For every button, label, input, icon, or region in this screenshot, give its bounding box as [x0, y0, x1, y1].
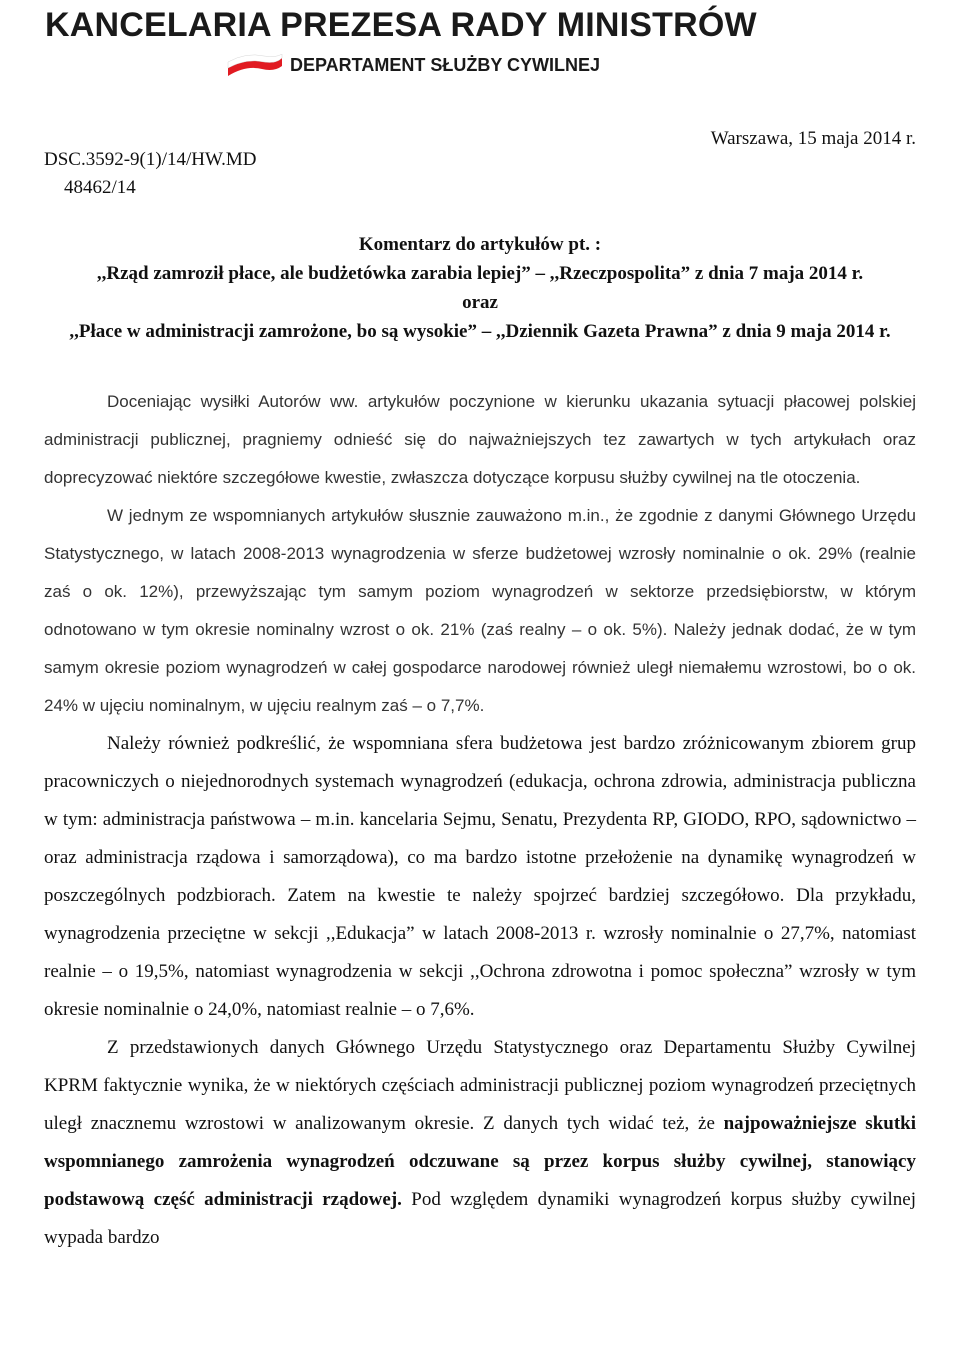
- paragraph-4-start: Z przedstawionych danych Głównego Urzędu Statystycznego oraz Departamentu Służby Cywilnej KPRM faktycznie wynika, że w niektórych częściach administracji publicznej poziom wynagrodzeń przeciętnych uległ znacznemu wzrostowi w analizowanym okresie. Z danych tych widać też, że: [44, 1037, 916, 1134]
- paragraph-4-end: Pod względem dynamiki wynagrodzeń korpus służby cywilnej wypada bardzo: [44, 1189, 916, 1248]
- paragraph-3: Należy również podkreślić, że wspomniana sfera budżetowa jest bardzo zróżnicowanym zbiorem grup pracowniczych o niejednorodnych systemach wynagrodzeń (edukacja, ochrona zdrowia, administracja publiczna w tym: administracja państwowa – m.in. kancelaria Sejmu, Senatu, Prezydenta RP, GIODO, RPO, sądownictwo – oraz administracja rządowa i samorządowa), co ma bardzo istotne przełożenie na dynamikę wynagrodzeń w poszczególnych podzbiorach. Zatem na kwestie te należy spojrzeć bardziej szczegółowo. Dla przykładu, wynagrodzenia przeciętne w sekcji ,,Edukacja” w latach 2008-2013 r. wzrosły nominalnie o 27,7%, natomiast realnie – o 19,5%, natomiast wynagrodzenia w sekcji ,,Ochrona zdrowotna i pomoc społeczna” wzrosły w tym okresie nominalnie o 24,0%, natomiast realnie – o 7,6%.: [44, 733, 916, 1020]
- heading-line-1: Komentarz do artykułów pt. :: [358, 234, 602, 255]
- paragraph-4: [44, 1029, 916, 1257]
- department-name: DEPARTAMENT SŁUŻBY CYWILNEJ: [290, 55, 601, 75]
- polish-flag-logo-icon: [226, 54, 284, 78]
- reference-signature: [44, 146, 257, 202]
- reference-line-1: DSC.3592-9(1)/14/HW.MD: [44, 149, 257, 170]
- heading-line-3: oraz: [462, 292, 498, 313]
- organization-name: KANCELARIA PREZESA RADY MINISTRÓW: [45, 6, 757, 44]
- paragraph-4-bold: najpoważniejsze skutki wspomnianego zamrożenia wynagrodzeń odczuwane są przez korpus służby cywilnej, stanowiący podstawową część administracji rządowej.: [44, 1113, 917, 1210]
- reference-line-2: 48462/14: [64, 177, 136, 198]
- heading-line-2: ,,Rząd zamroził płace, ale budżetówka zarabia lepiej” – ,,Rzeczpospolita” z dnia 7 maja 2014 r.: [96, 263, 864, 284]
- paragraph-1: Doceniając wysiłki Autorów ww. artykułów poczynione w kierunku ukazania sytuacji płacowej polskiej administracji publicznej, pragniemy odnieść się do najważniejszych tez zawartych w tych artykułach oraz doprecyzować niektóre szczegółowe kwestie, zwłaszcza dotyczące korpusu służby cywilnej na tle otoczenia.: [44, 392, 916, 487]
- heading-line-4: ,,Płace w administracji zamrożone, bo są wysokie” – ,,Dziennik Gazeta Prawna” z dnia 9 maja 2014 r.: [69, 321, 891, 342]
- document-body: [44, 383, 916, 1257]
- paragraph-2: W jednym ze wspomnianych artykułów słusznie zauważono m.in., że zgodnie z danymi Głównego Urzędu Statystycznego, w latach 2008-2013 wynagrodzenia w sferze budżetowej wzrosły nominalnie o ok. 29% (realnie zaś o ok. 12%), przewyższając tym samym poziom wynagrodzeń w sektorze przedsiębiorstw, w którym odnotowano w tym okresie nominalny wzrost o ok. 21% (zaś realny – o ok. 5%). Należy jednak dodać, że w tym samym okresie poziom wynagrodzeń w całej gospodarce narodowej również uległ niemałemu wzrostowi, bo o ok. 24% w ujęciu nominalnym, w ujęciu realnym zaś – o 7,7%.: [44, 506, 916, 715]
- letter-date: Warszawa, 15 maja 2014 r.: [710, 128, 916, 149]
- document-heading: [0, 230, 960, 346]
